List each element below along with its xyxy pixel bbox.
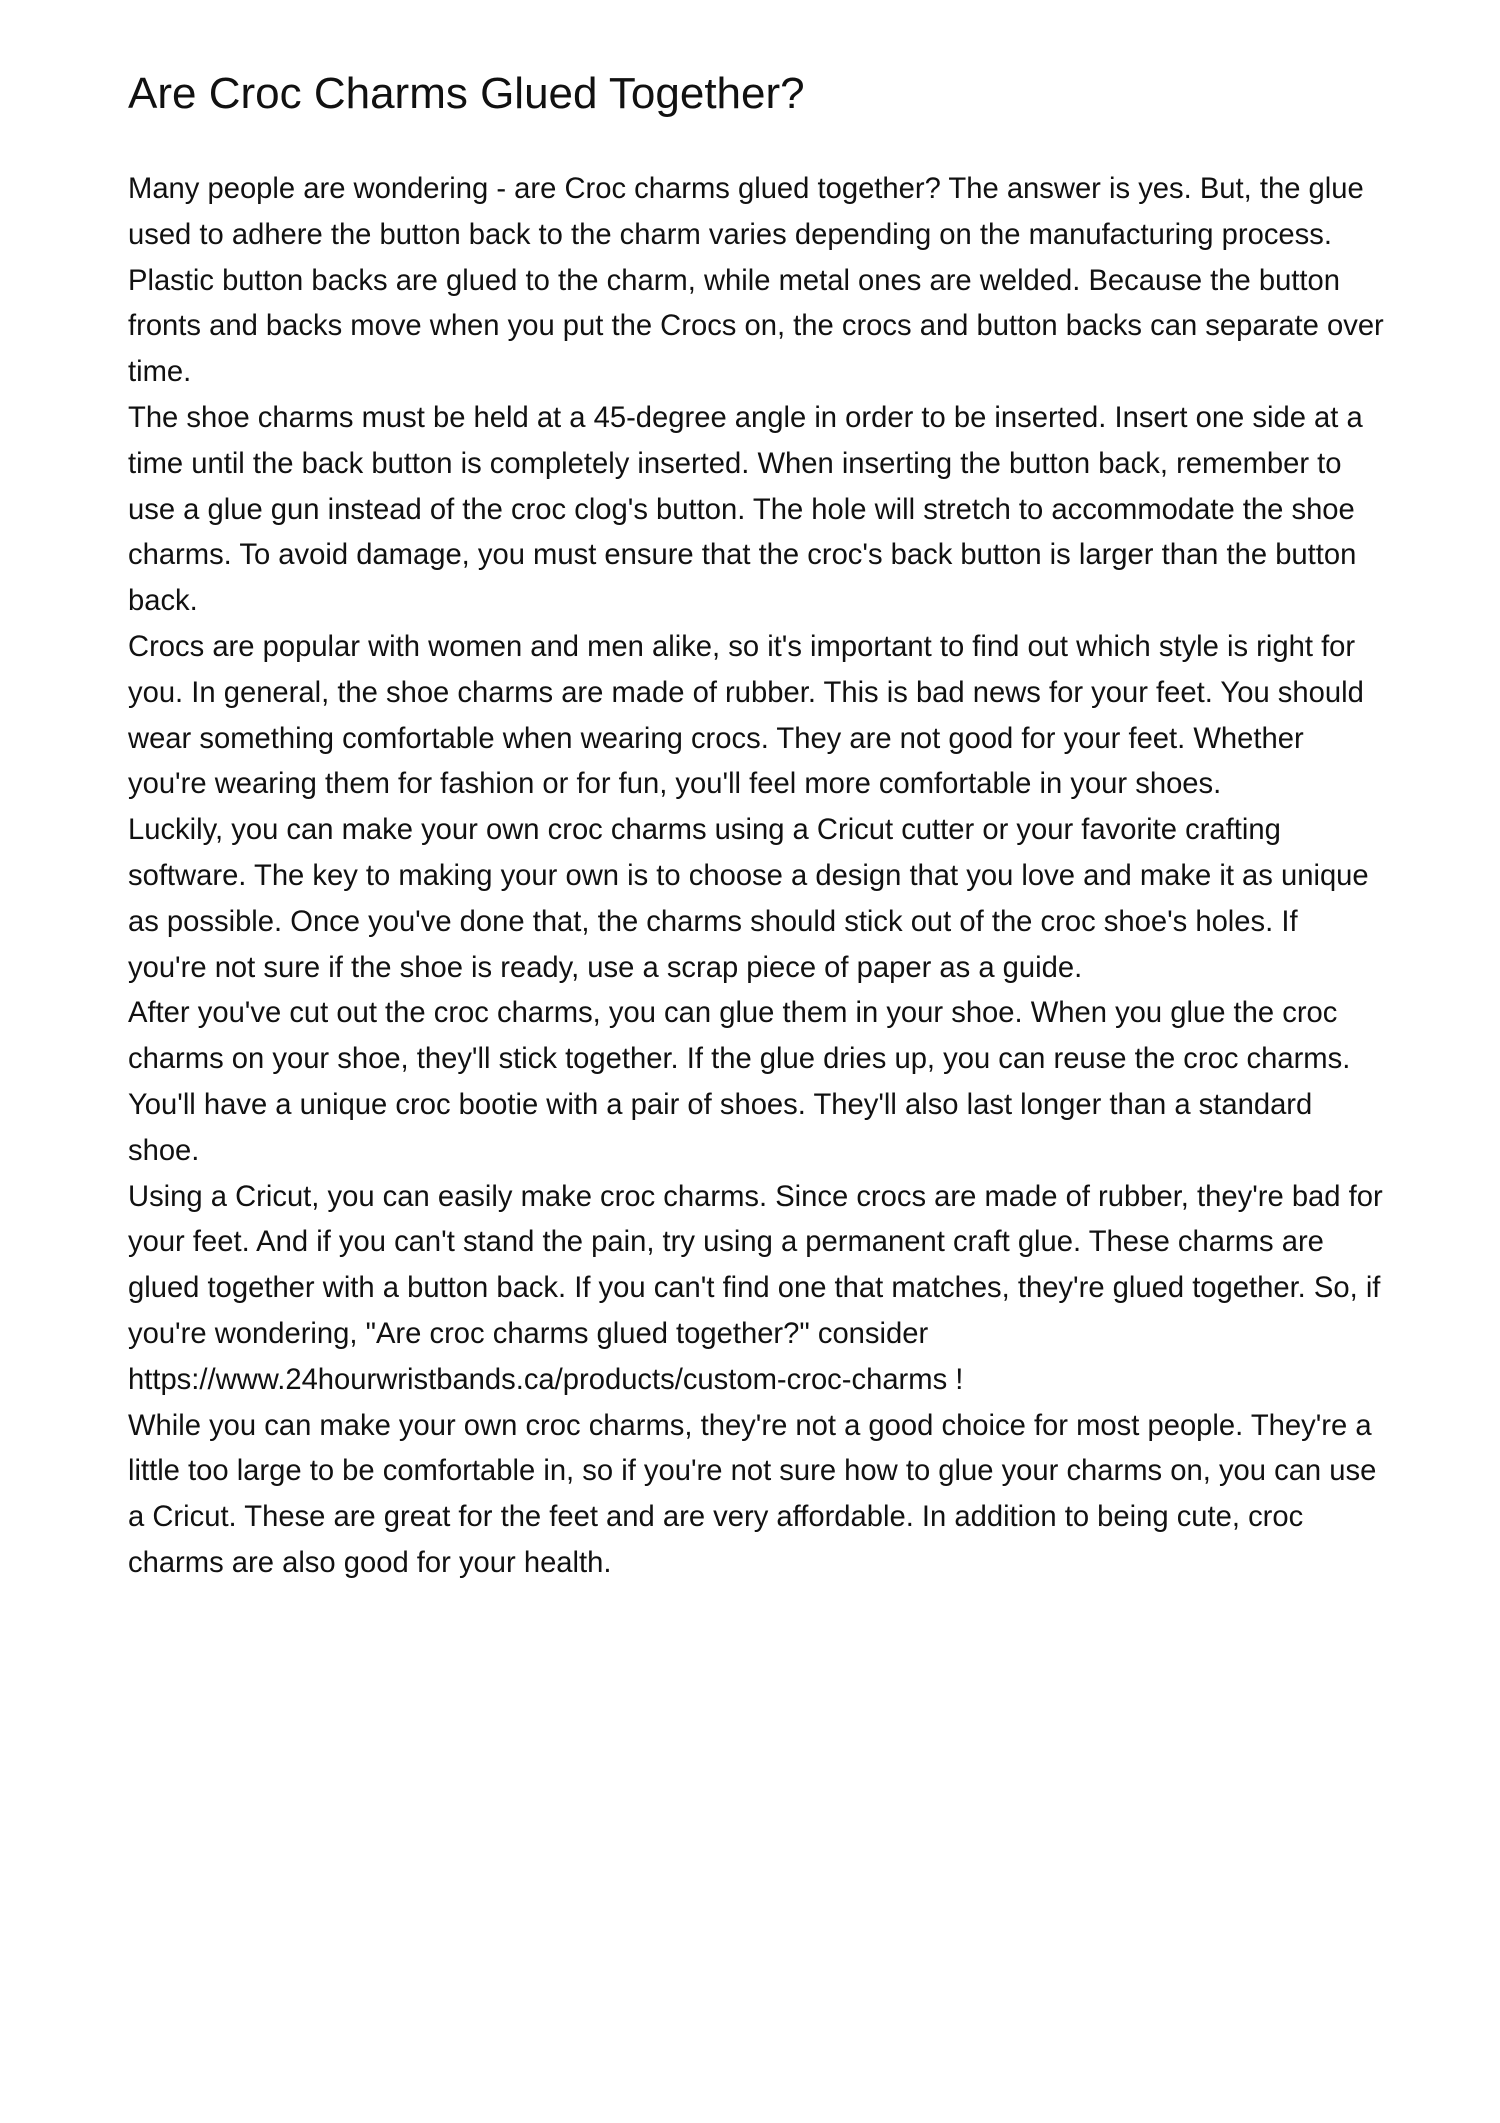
paragraph: Luckily, you can make your own croc charms using a Cricut cutter or your favorite crafting software. The key to making your own is to choose a design that you love and make it as unique as possible. Once you've done that, the charms should stick out of the croc shoe's holes. If you're not sure if the shoe is ready, use a scrap piece of paper as a guide. — [128, 814, 1369, 984]
article-content — [128, 66, 1384, 1587]
paragraph: Using a Cricut, you can easily make croc charms. Since crocs are made of rubber, they're bad for your feet. And if you can't stand the pain, try using a permanent craft glue. These charms are glued together with a button back. If you can't find one that matches, they're glued together. So, if you're wondering, "Are croc charms glued together?" consider https://www.24hourwristbands.ca/products/custom-croc-charms ! — [128, 1180, 1383, 1396]
article-body — [128, 167, 1384, 1587]
paragraph: The shoe charms must be held at a 45-degree angle in order to be inserted. Insert one side at a time until the back button is completely inserted. When inserting the button back, remember to use a glue gun instead of the croc clog's button. The hole will stretch to accommodate the shoe charms. To avoid damage, you must ensure that the croc's back button is larger than the button back. — [128, 401, 1363, 618]
paragraph: While you can make your own croc charms, they're not a good choice for most people. They're a little too large to be comfortable in, so if you're not sure how to glue your charms on, you can use a Cricut. These are great for the feet and are very affordable. In addition to being cute, croc charms are also good for your health. — [128, 1409, 1377, 1579]
paragraph: Crocs are popular with women and men alike, so it's important to find out which style is right for you. In general, the shoe charms are made of rubber. This is bad news for your feet. You should wear something comfortable when wearing crocs. They are not good for your feet. Whether you're wearing them for fashion or for fun, you'll feel more comfortable in your shoes. — [128, 630, 1364, 801]
paragraph: Many people are wondering - are Croc charms glued together? The answer is yes. But, the glue used to adhere the button back to the charm varies depending on the manufacturing process. Plastic button backs are glued to the charm, while metal ones are welded. Because the button fronts and backs move when you put the Crocs on, the crocs and button backs can separate over time. — [128, 173, 1384, 389]
paragraph: After you've cut out the croc charms, you can glue them in your shoe. When you glue the croc charms on your shoe, they'll stick together. If the glue dries up, you can reuse the croc charms. You'll have a unique croc bootie with a pair of shoes. They'll also last longer than a standard shoe. — [128, 997, 1351, 1167]
page-title: Are Croc Charms Glued Together? — [128, 69, 805, 118]
